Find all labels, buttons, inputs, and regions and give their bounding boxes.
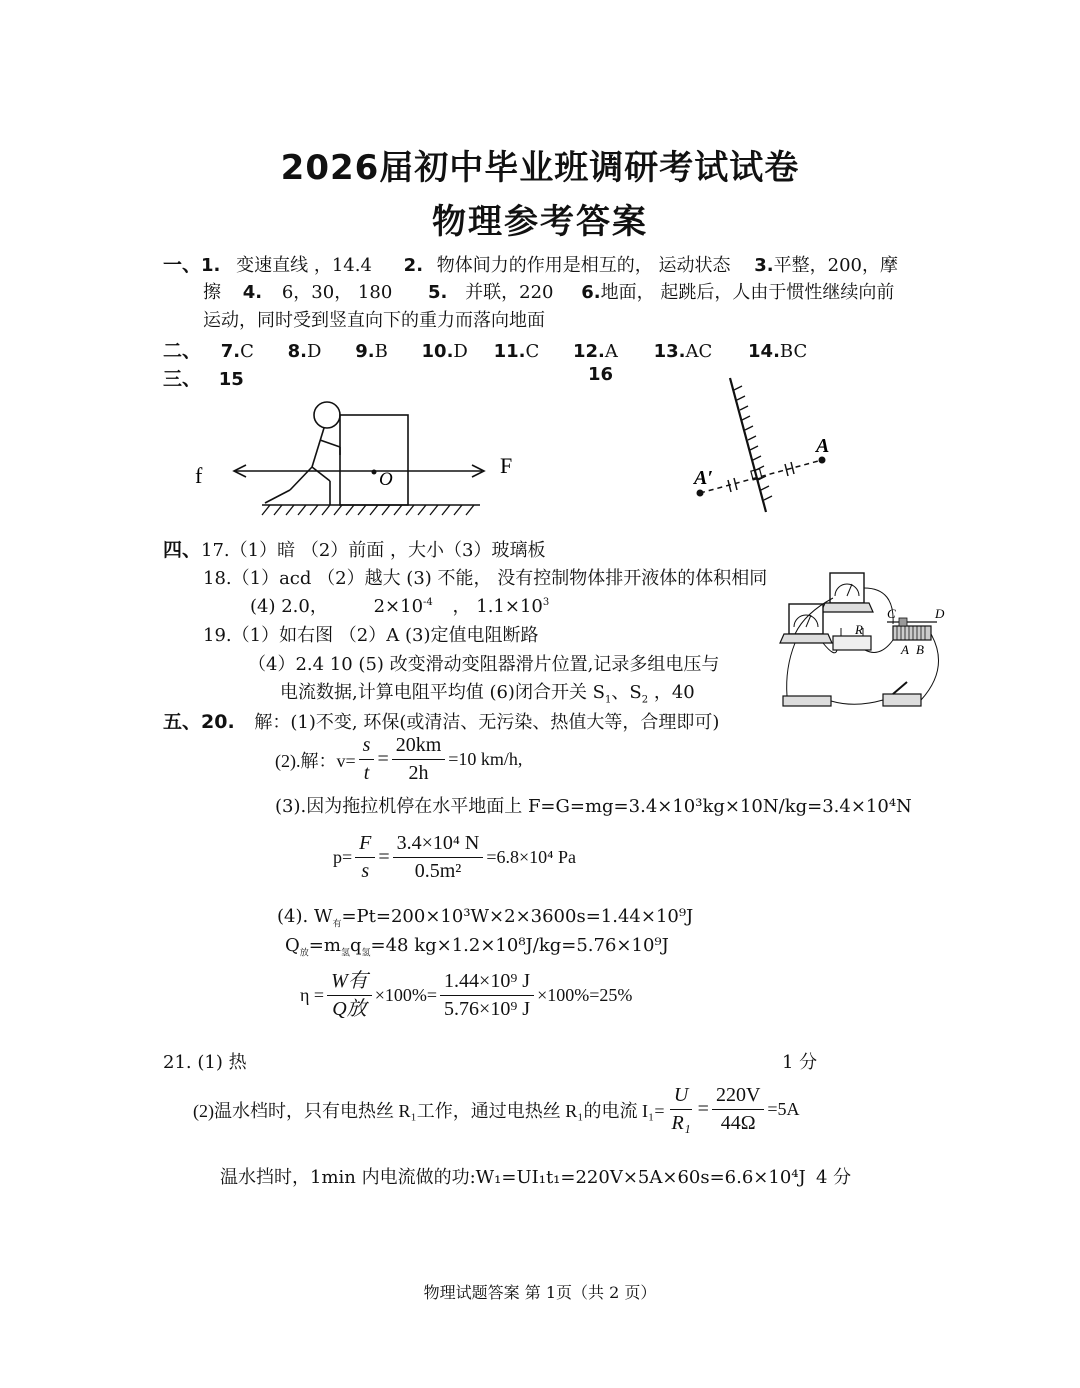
- q3-number: 3.: [754, 255, 774, 276]
- q-subscript: 氢: [361, 948, 371, 959]
- q20-part1: 解：(1)不变, 环保(或清洁、无污染、热值大等，合理即可): [254, 712, 720, 733]
- q9-number: 9.: [355, 341, 375, 362]
- q6-number: 6.: [581, 282, 601, 303]
- heat-subscript: 放: [299, 948, 309, 959]
- section-1-label: 一、: [163, 254, 202, 276]
- q3-answer-cont: 擦: [203, 282, 221, 303]
- heat-eq: =m: [308, 935, 341, 956]
- terminal-b-label: B: [916, 642, 924, 657]
- q2-answer: 物体间力的作用是相互的， 运动状态: [436, 255, 731, 276]
- page-subtitle: 物理参考答案: [432, 202, 648, 242]
- q21-score-1: 1 分: [782, 1052, 818, 1073]
- efficiency-symbol: η =: [300, 985, 325, 1005]
- section-1-line-3: 运动，同时受到竖直向下的重力而落向地面: [203, 310, 545, 331]
- q21-score-2: 4 分: [816, 1167, 852, 1188]
- pressure-result: =6.8×10⁴ Pa: [486, 847, 576, 867]
- work-value: =Pt=200×10³W×2×3600s=1.44×10⁹J: [341, 906, 694, 927]
- q18-line-2: [250, 592, 549, 618]
- velocity-numerator-value: 20km: [392, 734, 446, 760]
- q8-number: 8.: [287, 341, 308, 362]
- q18-value-2: ， 1.1×10: [452, 596, 543, 617]
- q1-number: 1.: [201, 255, 221, 276]
- section-4-label: 四、: [163, 539, 202, 561]
- q10-answer: D: [453, 341, 468, 362]
- q19-sub-1: 1: [605, 694, 612, 706]
- q5-answer: 并联，220: [465, 282, 554, 303]
- q11-answer: C: [525, 341, 540, 362]
- figure-15-force-diagram: [190, 395, 530, 520]
- q21-current-line: (2)温水档时，只有电热丝 R₁工作，通过电热丝 R₁的电流 I₁= $\frac{U}{\text{R₁}}$ = $\frac{220V}{44\Omega}$ =5A: [193, 1084, 800, 1134]
- q19-line-1: 19.（1）如右图 （2）A (3)定值电阻断路: [203, 625, 539, 646]
- section-3-line: [163, 364, 244, 391]
- q13-number: 13.: [653, 341, 686, 362]
- current-numerator-symbol: U: [670, 1084, 692, 1110]
- q12-number: 12.: [573, 341, 605, 362]
- velocity-denominator-symbol: t: [363, 762, 370, 784]
- q8-answer: D: [307, 341, 322, 362]
- q14-number: 14.: [748, 341, 780, 362]
- q20-line-1: [163, 707, 719, 734]
- q21-part2-text: (2)温水档时，只有电热丝 R₁工作，通过电热丝 R₁的电流 I₁=: [193, 1100, 665, 1121]
- figure-19-circuit: [775, 568, 955, 716]
- q18-exponent-2: 3: [542, 597, 550, 608]
- terminal-c-label: C: [887, 606, 896, 621]
- q20-efficiency-equation: [300, 970, 632, 1021]
- q7-number: 7.: [220, 341, 241, 362]
- q19-line-3: [280, 678, 695, 706]
- q10-number: 10.: [421, 341, 454, 362]
- q19-line-2: （4）2.4 10 (5) 改变滑动变阻器滑片位置,记录多组电压与: [248, 654, 720, 675]
- q13-answer: AC: [685, 341, 713, 362]
- page-footer: 物理试题答案 第 1页（共 2 页）: [423, 1283, 657, 1302]
- q12-answer: A: [604, 341, 618, 362]
- q6-answer: 地面， 起跳后，人由于惯性继续向前: [600, 282, 895, 303]
- q20-velocity-equation: (2).解：v= $\frac{s}{t}$ = $\frac{20km}{2h}$ =10 km/h,: [275, 734, 523, 784]
- q14-answer: BC: [779, 341, 808, 362]
- efficiency-mid: ×100%=: [374, 985, 438, 1005]
- q18-exponent-1: -4: [423, 597, 433, 608]
- q19-part6-c: ，40: [648, 682, 695, 703]
- point-o-label: O: [379, 469, 393, 490]
- object-point-label: A: [816, 435, 830, 457]
- section-5-label: 五、20.: [163, 711, 235, 733]
- section-2-line: [163, 336, 807, 363]
- q5-number: 5.: [428, 282, 448, 303]
- q19-part6-a: 电流数据,计算电阻平均值 (6)闭合开关 S: [280, 682, 605, 703]
- efficiency-denominator-value: 5.76×10⁹ J: [444, 998, 531, 1020]
- force-label: F: [500, 453, 513, 478]
- q3-answer: 平整，200，摩: [773, 255, 898, 276]
- q9-answer: B: [374, 341, 388, 362]
- q20-work-line: [277, 906, 693, 930]
- current-denominator-value: 44Ω: [720, 1112, 756, 1134]
- efficiency-result: ×100%=25%: [537, 985, 633, 1005]
- figure-16-mirror-diagram: [660, 372, 860, 520]
- heat-symbol: Q: [285, 935, 300, 956]
- q7-answer: C: [240, 341, 254, 362]
- pressure-denominator-value: 0.5m²: [414, 860, 462, 882]
- work-subscript: 有: [332, 919, 342, 930]
- efficiency-numerator-symbol: W有: [327, 970, 372, 996]
- q2-number: 2.: [403, 255, 424, 276]
- velocity-result: =10 km/h,: [448, 749, 523, 769]
- q4-answer: 6，30， 180: [281, 282, 393, 303]
- efficiency-numerator-value: 1.44×10⁹ J: [440, 970, 534, 996]
- q18-line-1: 18.（1）acd （2）越大 (3) 不能， 没有控制物体排开液体的体积相同: [203, 568, 768, 589]
- mass-subscript: 氢: [340, 948, 350, 959]
- current-numerator-value: 220V: [712, 1084, 764, 1110]
- q20-part2-label: (2).解：v=: [275, 750, 356, 771]
- pressure-denominator-symbol: s: [361, 860, 370, 882]
- resistor-label: R: [855, 622, 863, 637]
- velocity-numerator-symbol: s: [359, 734, 375, 760]
- pressure-numerator-symbol: F: [355, 832, 375, 858]
- q20-heat-line: [285, 935, 669, 959]
- section-1-line-2: [203, 278, 894, 304]
- velocity-denominator-value: 2h: [408, 762, 429, 784]
- section-1-line-1: [163, 250, 898, 277]
- current-denominator-symbol: R₁: [671, 1112, 691, 1134]
- q11-number: 11.: [493, 341, 526, 362]
- q1-answer: 变速直线 ，14.4: [236, 255, 372, 276]
- page-title: 2026届初中毕业班调研考试试卷: [280, 148, 800, 188]
- terminal-d-label: D: [935, 606, 945, 621]
- q20-pressure-equation: p= $\frac{F}{s}$ = $\frac{\text{3.4×10⁴ N}}{\text{0.5m²}}$ =6.8×10⁴ Pa: [333, 832, 576, 882]
- image-point-label: A′: [694, 467, 713, 489]
- section-4-line-17: [163, 535, 545, 562]
- q19-part6-b: 、S: [611, 682, 642, 703]
- section-3-label: 三、: [163, 368, 202, 390]
- q19-sub-2: 2: [641, 694, 649, 706]
- current-result: =5A: [767, 1099, 800, 1119]
- pressure-numerator-value: 3.4×10⁴ N: [393, 832, 484, 858]
- efficiency-denominator-symbol: Q放: [332, 998, 367, 1020]
- q21-line-1: 21. (1) 热: [163, 1052, 247, 1073]
- q20-part3-line: (3).因为拖拉机停在水平地面上 F=G=mg=3.4×10³kg×10N/kg=3.4×10⁴N: [275, 796, 912, 817]
- section-2-label: 二、: [163, 340, 202, 362]
- pressure-symbol: p=: [333, 847, 353, 867]
- q18-value-1: 2×10: [373, 596, 424, 617]
- work-symbol: (4). W: [277, 906, 333, 927]
- q16-number: 16: [588, 364, 614, 385]
- terminal-a-label: A: [901, 642, 909, 657]
- q15-number: 15: [218, 369, 244, 390]
- q4-number: 4.: [242, 282, 263, 303]
- q21-work-line: 温水挡时，1min 内电流做的功:W₁=UI₁t₁=220V×5A×60s=6.6×10⁴J: [220, 1167, 806, 1188]
- friction-label: f: [195, 463, 203, 488]
- heat-value: =48 kg×1.2×10⁸J/kg=5.76×10⁹J: [370, 935, 669, 956]
- heat-q: q: [349, 935, 362, 956]
- q18-part4: (4) 2.0，: [250, 596, 328, 617]
- q17-answer: 17.（1）暗 （2）前面 ，大小（3）玻璃板: [201, 540, 546, 561]
